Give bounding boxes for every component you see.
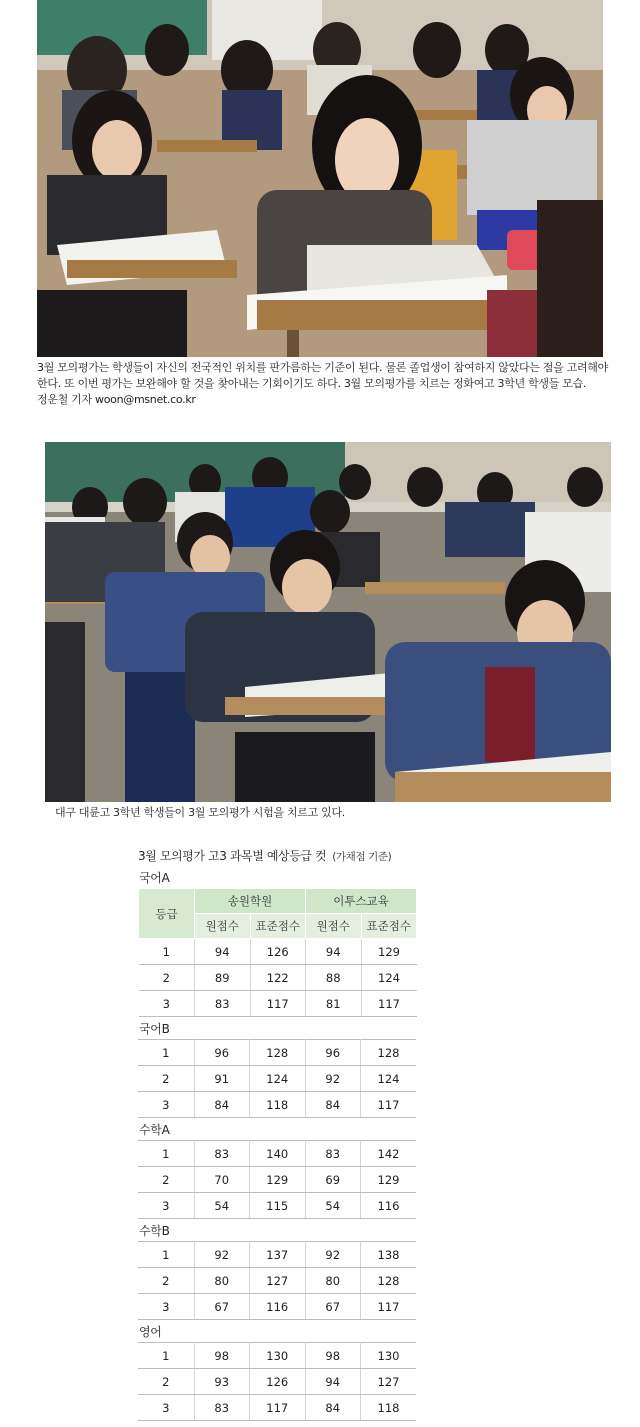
cell: 98 xyxy=(194,1343,250,1369)
cell: 130 xyxy=(361,1343,417,1369)
cell: 124 xyxy=(361,1066,417,1092)
cell: 126 xyxy=(250,939,306,965)
table-row xyxy=(138,1395,416,1421)
cell: 124 xyxy=(250,1066,306,1092)
table-row xyxy=(138,1066,416,1092)
cell: 3 xyxy=(138,1294,194,1320)
cell: 127 xyxy=(361,1369,417,1395)
cell: 3 xyxy=(138,1193,194,1219)
cell: 83 xyxy=(194,1395,250,1421)
exam-photo-boys xyxy=(45,442,611,802)
cell: 127 xyxy=(250,1268,306,1294)
subheader-standard: 표준점수 xyxy=(361,914,417,939)
section-table-math-a xyxy=(138,1140,416,1219)
cell: 128 xyxy=(361,1268,417,1294)
cell: 92 xyxy=(305,1242,361,1268)
cell: 128 xyxy=(361,1040,417,1066)
cell: 129 xyxy=(361,939,417,965)
table-row xyxy=(138,1369,416,1395)
table-row xyxy=(138,1268,416,1294)
cell: 2 xyxy=(139,965,195,991)
cell: 83 xyxy=(305,1141,361,1167)
section-label: 국어B xyxy=(139,1022,170,1036)
cell: 129 xyxy=(250,1167,306,1193)
cell: 117 xyxy=(250,991,306,1017)
cell: 80 xyxy=(305,1268,361,1294)
grade-cut-table xyxy=(138,846,418,1421)
table-row xyxy=(139,965,417,991)
cell: 83 xyxy=(195,991,251,1017)
cell: 142 xyxy=(361,1141,417,1167)
cell: 1 xyxy=(138,1141,194,1167)
cell: 115 xyxy=(250,1193,306,1219)
cell: 94 xyxy=(305,1369,361,1395)
cell: 67 xyxy=(305,1294,361,1320)
table-row xyxy=(138,1294,416,1320)
cell: 70 xyxy=(194,1167,250,1193)
cell: 96 xyxy=(194,1040,250,1066)
cell: 92 xyxy=(305,1066,361,1092)
section-label: 수학A xyxy=(139,1123,170,1137)
cell: 1 xyxy=(139,939,195,965)
cell: 3 xyxy=(139,991,195,1017)
table-note: (가채점 기준) xyxy=(332,851,392,863)
cell: 88 xyxy=(306,965,362,991)
subheader-raw: 원점수 xyxy=(306,914,362,939)
cell: 69 xyxy=(305,1167,361,1193)
cell: 81 xyxy=(306,991,362,1017)
subheader-standard: 표준점수 xyxy=(250,914,306,939)
cell: 130 xyxy=(250,1343,306,1369)
table-row xyxy=(138,1040,416,1066)
section-table-math-b xyxy=(138,1241,416,1320)
cell: 3 xyxy=(138,1395,194,1421)
cell: 84 xyxy=(194,1092,250,1118)
cell: 124 xyxy=(361,965,417,991)
grade-header: 등급 xyxy=(139,889,195,939)
section-label: 영어 xyxy=(139,1325,162,1339)
exam-photo-girls xyxy=(37,0,603,357)
table-title-text: 3월 모의평가 고3 과목별 예상등급 컷 xyxy=(138,849,327,863)
section-table-english xyxy=(138,1342,416,1421)
cell: 94 xyxy=(306,939,362,965)
table-title xyxy=(138,846,418,866)
table-row xyxy=(138,1167,416,1193)
cell: 1 xyxy=(138,1242,194,1268)
byline: 정운철 기자 woon@msnet.co.kr xyxy=(37,393,196,406)
cell: 116 xyxy=(361,1193,417,1219)
photo-caption-2: 대구 대륜고 3학년 학생들이 3월 모의평가 시험을 치르고 있다. xyxy=(55,806,345,819)
table-row xyxy=(138,1141,416,1167)
section-label: 국어A xyxy=(139,871,170,885)
cell: 126 xyxy=(250,1369,306,1395)
table-row xyxy=(138,1092,416,1118)
cell: 118 xyxy=(250,1092,306,1118)
cell: 93 xyxy=(194,1369,250,1395)
cell: 1 xyxy=(138,1343,194,1369)
cell: 98 xyxy=(305,1343,361,1369)
cell: 91 xyxy=(194,1066,250,1092)
cell: 94 xyxy=(195,939,251,965)
table-row xyxy=(138,1193,416,1219)
group-header-etoos: 이투스교육 xyxy=(306,889,417,914)
cell: 54 xyxy=(305,1193,361,1219)
cell: 128 xyxy=(250,1040,306,1066)
cell: 92 xyxy=(194,1242,250,1268)
cell: 117 xyxy=(250,1395,306,1421)
cell: 118 xyxy=(361,1395,417,1421)
cell: 116 xyxy=(250,1294,306,1320)
cell: 2 xyxy=(138,1369,194,1395)
cell: 117 xyxy=(361,1294,417,1320)
cell: 3 xyxy=(138,1092,194,1118)
cell: 84 xyxy=(305,1092,361,1118)
cell: 83 xyxy=(194,1141,250,1167)
subheader-raw: 원점수 xyxy=(195,914,251,939)
cell: 122 xyxy=(250,965,306,991)
cell: 129 xyxy=(361,1167,417,1193)
cell: 117 xyxy=(361,1092,417,1118)
caption-text: 3월 모의평가는 학생들이 자신의 전국적인 위치를 판가름하는 기준이 된다. 물론 졸업생이 참여하지 않았다는 점을 고려해야 한다. 또 이번 평가는 보완해야 할 것을 찾아내는 기회이기도 하다. 3월 모의평가를 치르는 정화여고 3학년 학생들 모습. xyxy=(37,361,608,390)
cell: 2 xyxy=(138,1066,194,1092)
cell: 54 xyxy=(194,1193,250,1219)
cell: 1 xyxy=(138,1040,194,1066)
section-label: 수학B xyxy=(139,1224,170,1238)
cell: 2 xyxy=(138,1167,194,1193)
photo-caption xyxy=(37,360,612,408)
cell: 67 xyxy=(194,1294,250,1320)
table-row xyxy=(139,991,417,1017)
cell: 137 xyxy=(250,1242,306,1268)
table-row xyxy=(138,1343,416,1369)
group-header-songwon: 송원학원 xyxy=(195,889,306,914)
cell: 96 xyxy=(305,1040,361,1066)
cell: 89 xyxy=(195,965,251,991)
cell: 140 xyxy=(250,1141,306,1167)
section-table-korean-b xyxy=(138,1039,416,1118)
cell: 2 xyxy=(138,1268,194,1294)
section-table-korean-a xyxy=(138,888,417,1017)
cell: 84 xyxy=(305,1395,361,1421)
table-row xyxy=(139,939,417,965)
table-row xyxy=(138,1242,416,1268)
cell: 80 xyxy=(194,1268,250,1294)
cell: 117 xyxy=(361,991,417,1017)
cell: 138 xyxy=(361,1242,417,1268)
